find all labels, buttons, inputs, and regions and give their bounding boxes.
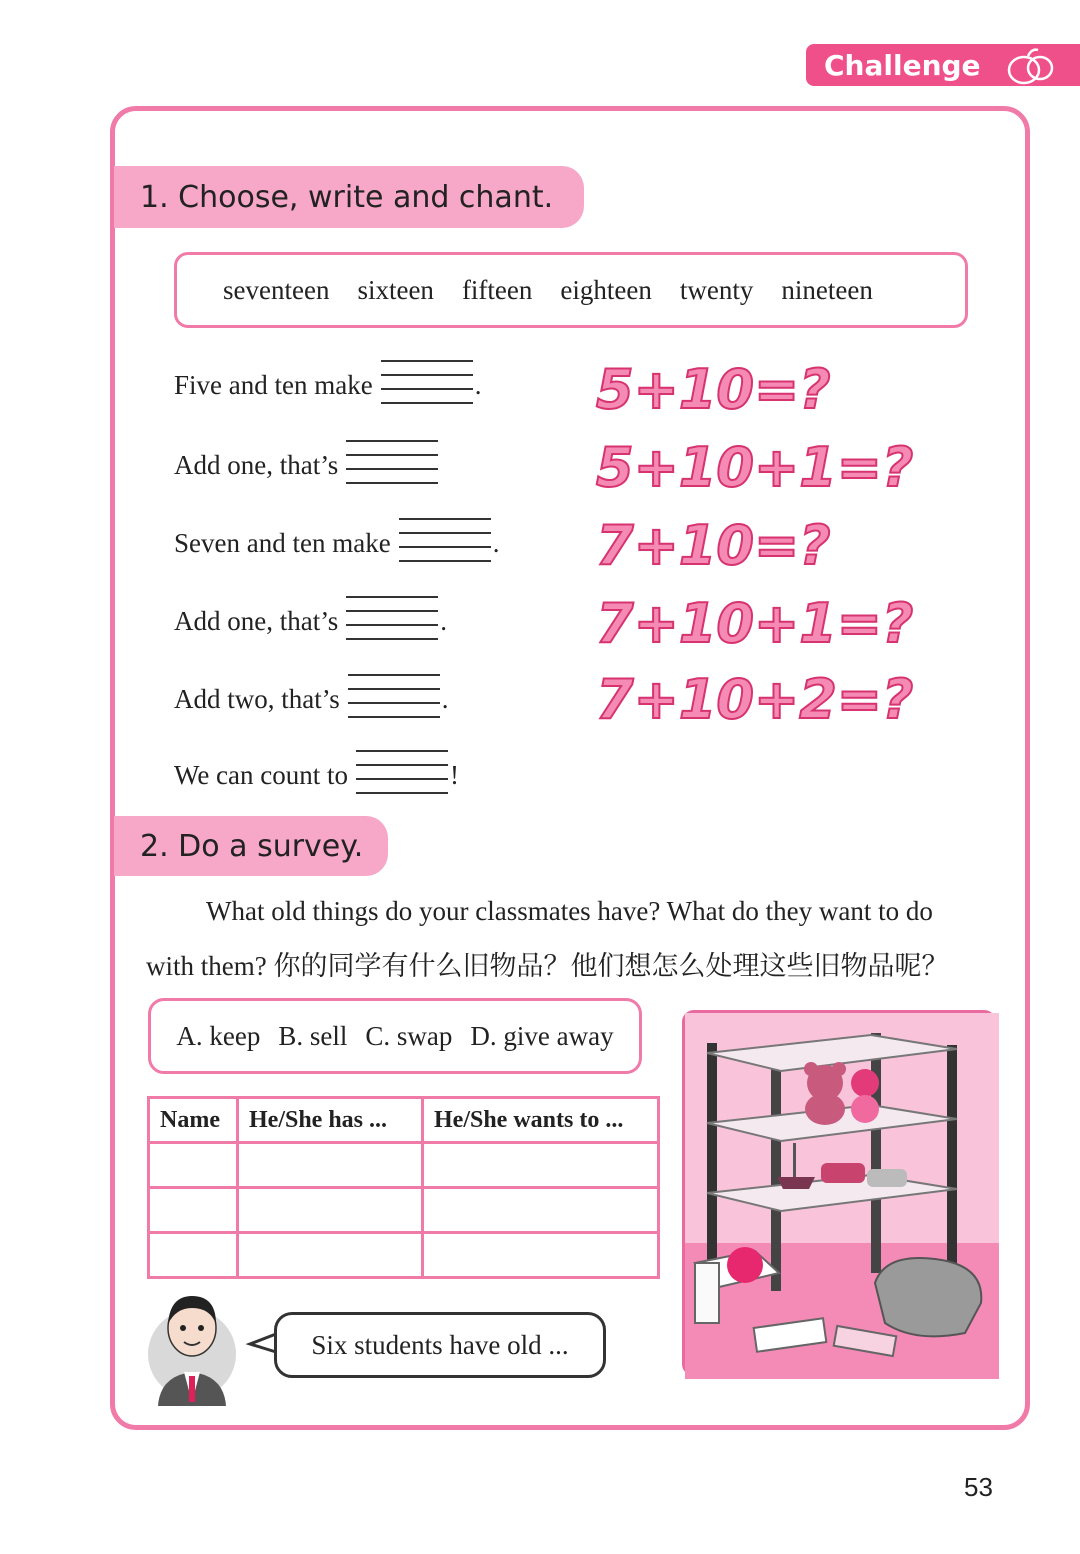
- word-option: fifteen: [461, 274, 533, 305]
- instruction-line-2: with them? 你的同学有什么旧物品？他们想怎么处理这些旧物品呢？: [146, 951, 949, 981]
- chant-line: [174, 674, 449, 724]
- chant-line-text: Add one, that’s: [174, 605, 339, 636]
- chant-line-text: Five and ten make: [174, 369, 373, 400]
- word-option: sixteen: [357, 274, 434, 305]
- table-cell[interactable]: [238, 1233, 423, 1278]
- answer-blank[interactable]: [346, 440, 438, 490]
- option-swap: C. swap: [365, 1020, 453, 1051]
- chant-line-punct: !: [450, 759, 460, 790]
- chant-line-punct: .: [492, 527, 500, 558]
- answer-blank[interactable]: [348, 674, 440, 724]
- word-option: eighteen: [560, 274, 652, 305]
- chant-line-punct: .: [440, 605, 447, 636]
- chant-line-text: We can count to: [174, 759, 349, 790]
- boy-illustration: [144, 1284, 240, 1406]
- answer-blank[interactable]: [399, 518, 491, 568]
- equation-graphic: [596, 430, 914, 500]
- equation-graphic: [596, 508, 836, 578]
- exercise-1-title: [114, 166, 584, 228]
- equation-text: 7+10+1=?: [596, 592, 914, 655]
- shelf-drawing: [685, 1013, 999, 1379]
- answer-blank[interactable]: [356, 750, 448, 800]
- chant-line: [174, 360, 481, 410]
- survey-instruction: [146, 884, 1006, 939]
- options-box: [148, 998, 642, 1074]
- word-option: seventeen: [223, 274, 330, 305]
- table-cell[interactable]: [149, 1233, 238, 1278]
- chant-line: [174, 518, 499, 568]
- equation-text: 5+10=?: [596, 358, 831, 421]
- column-header-wants: He/She wants to ...: [423, 1098, 659, 1143]
- instruction-line-1: What old things do your classmates have? What do they want to do: [206, 896, 933, 926]
- shelf-illustration: [682, 1010, 996, 1376]
- survey-instruction-2: [146, 939, 1006, 994]
- table-cell[interactable]: [423, 1233, 659, 1278]
- chant-line: [174, 596, 447, 646]
- table-cell[interactable]: [238, 1143, 423, 1188]
- equation-text: 7+10+2=?: [596, 668, 914, 731]
- exercise-2-title: [114, 816, 388, 876]
- answer-blank[interactable]: [381, 360, 473, 410]
- table-row: [149, 1233, 659, 1278]
- option-give-away: D. give away: [470, 1020, 614, 1051]
- challenge-label: Challenge: [824, 48, 981, 82]
- table-row: [149, 1143, 659, 1188]
- option-keep: A. keep: [176, 1020, 261, 1051]
- table-cell[interactable]: [423, 1188, 659, 1233]
- exercise-1-title-text: 1. Choose, write and chant.: [140, 179, 554, 215]
- chant-line: [174, 750, 459, 800]
- table-row: [149, 1188, 659, 1233]
- table-cell[interactable]: [149, 1143, 238, 1188]
- equation-text: 5+10+1=?: [596, 436, 914, 499]
- table-cell[interactable]: [149, 1188, 238, 1233]
- chant-line-punct: .: [441, 683, 449, 714]
- word-bank: [174, 252, 968, 328]
- chant-line: [174, 440, 440, 490]
- challenge-tab: [806, 44, 1080, 86]
- exercise-2-title-text: 2. Do a survey.: [140, 828, 364, 864]
- table-cell[interactable]: [423, 1143, 659, 1188]
- chant-line-text: Add two, that’s: [174, 683, 340, 714]
- chant-line-text: Add one, that’s: [174, 449, 339, 480]
- chant-line-punct: .: [474, 369, 482, 400]
- chant-line-text: Seven and ten make: [174, 527, 391, 558]
- page-number: 53: [964, 1472, 993, 1502]
- speech-bubble-text: Six students have old ...: [311, 1329, 569, 1360]
- speech-bubble: [274, 1312, 606, 1378]
- equation-text: 7+10=?: [596, 514, 831, 577]
- word-option: nineteen: [781, 274, 873, 305]
- option-sell: B. sell: [278, 1020, 348, 1051]
- word-option: twenty: [679, 274, 754, 305]
- answer-blank[interactable]: [346, 596, 438, 646]
- survey-table: [147, 1096, 660, 1279]
- column-header-has: He/She has ...: [238, 1098, 423, 1143]
- table-header-row: [149, 1098, 659, 1143]
- equation-graphic: [596, 352, 836, 422]
- apple-icon: [1002, 46, 1058, 86]
- equation-graphic: [596, 662, 914, 732]
- equation-graphic: [596, 586, 914, 656]
- column-header-name: Name: [149, 1098, 238, 1143]
- table-cell[interactable]: [238, 1188, 423, 1233]
